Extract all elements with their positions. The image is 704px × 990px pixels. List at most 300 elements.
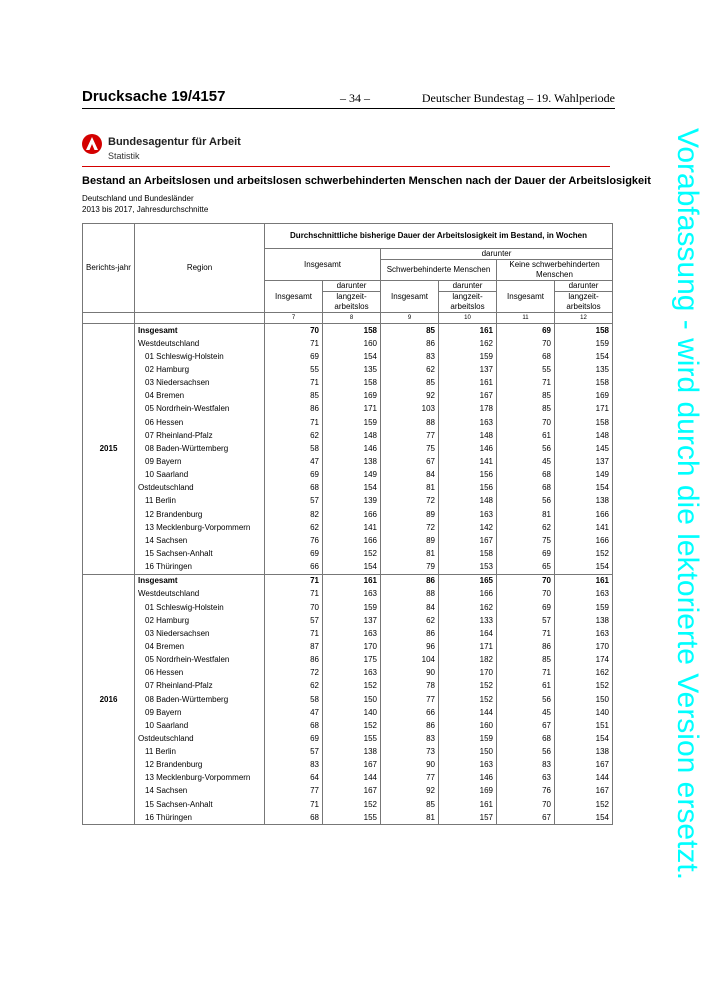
value-cell: 86 — [497, 640, 555, 653]
region-cell: 11 Berlin — [135, 746, 265, 759]
value-cell: 140 — [323, 706, 381, 719]
value-cell: 160 — [439, 719, 497, 732]
value-cell: 83 — [265, 759, 323, 772]
value-cell: 67 — [497, 719, 555, 732]
table-row — [83, 521, 613, 534]
region-cell: 04 Bremen — [135, 390, 265, 403]
table-body — [83, 324, 613, 825]
table-row — [83, 350, 613, 363]
region-cell: 10 Saarland — [135, 469, 265, 482]
table-row — [83, 482, 613, 495]
value-cell: 62 — [265, 521, 323, 534]
value-cell: 155 — [323, 732, 381, 745]
value-cell: 77 — [381, 772, 439, 785]
value-cell: 166 — [323, 508, 381, 521]
value-cell: 161 — [439, 324, 497, 338]
value-cell: 86 — [265, 403, 323, 416]
value-cell: 75 — [497, 534, 555, 547]
table-row — [83, 588, 613, 601]
value-cell: 56 — [497, 442, 555, 455]
region-cell: 12 Brandenburg — [135, 759, 265, 772]
table-row — [83, 759, 613, 772]
value-cell: 167 — [555, 785, 613, 798]
ba-logo-icon — [82, 134, 102, 154]
region-cell: 09 Bayern — [135, 455, 265, 468]
value-cell: 159 — [555, 601, 613, 614]
value-cell: 70 — [265, 324, 323, 338]
table-row — [83, 455, 613, 468]
value-cell: 148 — [323, 429, 381, 442]
value-cell: 76 — [497, 785, 555, 798]
value-cell: 166 — [555, 508, 613, 521]
value-cell: 85 — [497, 390, 555, 403]
region-cell: 02 Hamburg — [135, 614, 265, 627]
value-cell: 154 — [555, 732, 613, 745]
value-cell: 166 — [555, 534, 613, 547]
org-sub: Statistik — [108, 151, 140, 161]
value-cell: 45 — [497, 706, 555, 719]
value-cell: 159 — [323, 416, 381, 429]
value-cell: 149 — [323, 469, 381, 482]
value-cell: 83 — [497, 759, 555, 772]
value-cell: 135 — [323, 363, 381, 376]
value-cell: 71 — [497, 627, 555, 640]
value-cell: 57 — [497, 614, 555, 627]
value-cell: 138 — [555, 614, 613, 627]
value-cell: 68 — [265, 482, 323, 495]
value-cell: 72 — [381, 521, 439, 534]
region-cell: 16 Thüringen — [135, 811, 265, 825]
value-cell: 71 — [265, 574, 323, 588]
value-cell: 67 — [381, 455, 439, 468]
value-cell: 84 — [381, 601, 439, 614]
value-cell: 81 — [381, 547, 439, 560]
value-cell: 133 — [439, 614, 497, 627]
value-cell: 88 — [381, 416, 439, 429]
value-cell: 77 — [381, 429, 439, 442]
table-row — [83, 640, 613, 653]
year-cell: 2016 — [83, 574, 135, 825]
data-table — [82, 223, 613, 825]
region-cell: 16 Thüringen — [135, 561, 265, 575]
value-cell: 165 — [439, 574, 497, 588]
value-cell: 81 — [381, 811, 439, 825]
value-cell: 141 — [555, 521, 613, 534]
value-cell: 68 — [497, 732, 555, 745]
value-cell: 152 — [439, 693, 497, 706]
table-row — [83, 324, 613, 338]
value-cell: 55 — [497, 363, 555, 376]
value-cell: 163 — [439, 759, 497, 772]
value-cell: 159 — [439, 732, 497, 745]
value-cell: 140 — [555, 706, 613, 719]
value-cell: 71 — [265, 337, 323, 350]
value-cell: 169 — [555, 390, 613, 403]
value-cell: 171 — [439, 640, 497, 653]
value-cell: 158 — [323, 377, 381, 390]
value-cell: 70 — [497, 588, 555, 601]
value-cell: 86 — [381, 627, 439, 640]
value-cell: 86 — [265, 654, 323, 667]
value-cell: 158 — [439, 547, 497, 560]
value-cell: 154 — [555, 350, 613, 363]
value-cell: 152 — [555, 680, 613, 693]
value-cell: 71 — [497, 377, 555, 390]
value-cell: 72 — [381, 495, 439, 508]
region-cell: 02 Hamburg — [135, 363, 265, 376]
value-cell: 152 — [323, 798, 381, 811]
value-cell: 92 — [381, 785, 439, 798]
region-cell: Westdeutschland — [135, 337, 265, 350]
header-sub-darunter: darunter — [323, 281, 381, 292]
value-cell: 182 — [439, 654, 497, 667]
table-row — [83, 390, 613, 403]
value-cell: 70 — [497, 574, 555, 588]
value-cell: 167 — [323, 785, 381, 798]
value-cell: 153 — [439, 561, 497, 575]
value-cell: 69 — [497, 324, 555, 338]
subtitle-period: 2013 bis 2017, Jahresdurchschnitte — [82, 205, 209, 214]
region-cell: 12 Brandenburg — [135, 508, 265, 521]
value-cell: 167 — [555, 759, 613, 772]
watermark: Vorabfassung - wird durch die lektorierte Version ersetzt. — [671, 128, 704, 881]
table-row — [83, 614, 613, 627]
value-cell: 161 — [439, 798, 497, 811]
value-cell: 71 — [265, 798, 323, 811]
header-region: Region — [135, 224, 265, 313]
colnum: 9 — [381, 313, 439, 324]
value-cell: 154 — [323, 350, 381, 363]
value-cell: 138 — [555, 495, 613, 508]
region-cell: 01 Schleswig-Holstein — [135, 350, 265, 363]
region-cell: 14 Sachsen — [135, 534, 265, 547]
value-cell: 69 — [265, 547, 323, 560]
value-cell: 45 — [497, 455, 555, 468]
value-cell: 162 — [439, 337, 497, 350]
value-cell: 61 — [497, 429, 555, 442]
subtitle-region: Deutschland und Bundesländer — [82, 194, 194, 203]
value-cell: 159 — [323, 601, 381, 614]
region-cell: 11 Berlin — [135, 495, 265, 508]
value-cell: 178 — [439, 403, 497, 416]
value-cell: 144 — [555, 772, 613, 785]
header-sub-insgesamt: Insgesamt — [497, 281, 555, 313]
value-cell: 68 — [265, 811, 323, 825]
value-cell: 83 — [381, 732, 439, 745]
value-cell: 144 — [323, 772, 381, 785]
value-cell: 163 — [439, 508, 497, 521]
value-cell: 47 — [265, 455, 323, 468]
table-row — [83, 495, 613, 508]
value-cell: 70 — [497, 416, 555, 429]
value-cell: 174 — [555, 654, 613, 667]
table-row — [83, 574, 613, 588]
value-cell: 154 — [555, 482, 613, 495]
value-cell: 152 — [555, 547, 613, 560]
table-row — [83, 811, 613, 825]
value-cell: 137 — [555, 455, 613, 468]
value-cell: 71 — [265, 377, 323, 390]
value-cell: 152 — [555, 798, 613, 811]
value-cell: 66 — [265, 561, 323, 575]
table-row — [83, 429, 613, 442]
table-row — [83, 798, 613, 811]
value-cell: 89 — [381, 508, 439, 521]
region-cell: 08 Baden-Württemberg — [135, 442, 265, 455]
value-cell: 58 — [265, 442, 323, 455]
header-sub-insgesamt: Insgesamt — [381, 281, 439, 313]
region-cell: 13 Mecklenburg-Vorpommern — [135, 521, 265, 534]
value-cell: 149 — [555, 469, 613, 482]
table-row — [83, 719, 613, 732]
value-cell: 139 — [323, 495, 381, 508]
region-cell: 01 Schleswig-Holstein — [135, 601, 265, 614]
table-row — [83, 732, 613, 745]
value-cell: 64 — [265, 772, 323, 785]
value-cell: 69 — [265, 350, 323, 363]
value-cell: 163 — [323, 667, 381, 680]
value-cell: 68 — [497, 350, 555, 363]
value-cell: 88 — [381, 588, 439, 601]
table-row — [83, 706, 613, 719]
region-cell: 03 Niedersachsen — [135, 627, 265, 640]
region-cell: 03 Niedersachsen — [135, 377, 265, 390]
value-cell: 148 — [555, 429, 613, 442]
value-cell: 72 — [265, 667, 323, 680]
value-cell: 159 — [555, 337, 613, 350]
value-cell: 89 — [381, 534, 439, 547]
colnum-empty — [135, 313, 265, 324]
value-cell: 85 — [497, 654, 555, 667]
value-cell: 86 — [381, 574, 439, 588]
value-cell: 90 — [381, 759, 439, 772]
value-cell: 71 — [265, 416, 323, 429]
value-cell: 161 — [555, 574, 613, 588]
value-cell: 103 — [381, 403, 439, 416]
region-cell: 05 Nordrhein-Westfalen — [135, 654, 265, 667]
value-cell: 137 — [439, 363, 497, 376]
table-row — [83, 377, 613, 390]
value-cell: 141 — [439, 455, 497, 468]
value-cell: 137 — [323, 614, 381, 627]
value-cell: 70 — [265, 601, 323, 614]
value-cell: 70 — [497, 798, 555, 811]
value-cell: 158 — [555, 377, 613, 390]
colnum: 11 — [497, 313, 555, 324]
value-cell: 85 — [381, 798, 439, 811]
region-cell: 04 Bremen — [135, 640, 265, 653]
value-cell: 71 — [265, 588, 323, 601]
value-cell: 162 — [555, 667, 613, 680]
value-cell: 158 — [555, 324, 613, 338]
value-cell: 86 — [381, 337, 439, 350]
value-cell: 145 — [555, 442, 613, 455]
value-cell: 61 — [497, 680, 555, 693]
value-cell: 65 — [497, 561, 555, 575]
page-number: – 34 – — [340, 91, 370, 105]
value-cell: 163 — [439, 416, 497, 429]
value-cell: 175 — [323, 654, 381, 667]
value-cell: 56 — [497, 746, 555, 759]
value-cell: 142 — [439, 521, 497, 534]
value-cell: 96 — [381, 640, 439, 653]
value-cell: 81 — [497, 508, 555, 521]
value-cell: 154 — [323, 561, 381, 575]
value-cell: 68 — [497, 469, 555, 482]
region-cell: Insgesamt — [135, 324, 265, 338]
value-cell: 159 — [439, 350, 497, 363]
value-cell: 68 — [265, 719, 323, 732]
value-cell: 161 — [439, 377, 497, 390]
table-row — [83, 416, 613, 429]
region-cell: 07 Rheinland-Pfalz — [135, 680, 265, 693]
region-cell: Insgesamt — [135, 574, 265, 588]
value-cell: 163 — [323, 588, 381, 601]
value-cell: 86 — [381, 719, 439, 732]
value-cell: 152 — [439, 680, 497, 693]
value-cell: 171 — [555, 403, 613, 416]
value-cell: 146 — [439, 772, 497, 785]
value-cell: 63 — [497, 772, 555, 785]
value-cell: 166 — [439, 588, 497, 601]
value-cell: 62 — [381, 614, 439, 627]
value-cell: 70 — [497, 337, 555, 350]
table-row — [83, 403, 613, 416]
value-cell: 154 — [323, 482, 381, 495]
region-cell: 09 Bayern — [135, 706, 265, 719]
value-cell: 155 — [323, 811, 381, 825]
value-cell: 78 — [381, 680, 439, 693]
value-cell: 92 — [381, 390, 439, 403]
value-cell: 69 — [497, 601, 555, 614]
table-row — [83, 627, 613, 640]
table-row — [83, 337, 613, 350]
value-cell: 77 — [265, 785, 323, 798]
table-row — [83, 680, 613, 693]
table-row — [83, 667, 613, 680]
value-cell: 56 — [497, 495, 555, 508]
header-main: Durchschnittliche bisherige Dauer der Arbeitslosigkeit im Bestand, in Wochen — [265, 224, 613, 249]
header-insgesamt: Insgesamt — [265, 249, 381, 281]
value-cell: 169 — [439, 785, 497, 798]
header-year: Berichts-jahr — [83, 224, 135, 313]
value-cell: 167 — [439, 390, 497, 403]
value-cell: 162 — [439, 601, 497, 614]
value-cell: 148 — [439, 495, 497, 508]
value-cell: 47 — [265, 706, 323, 719]
value-cell: 158 — [555, 416, 613, 429]
value-cell: 167 — [439, 534, 497, 547]
value-cell: 62 — [265, 680, 323, 693]
value-cell: 73 — [381, 746, 439, 759]
value-cell: 62 — [265, 429, 323, 442]
drucksache-prefix: Drucksache 19/ — [82, 88, 193, 105]
value-cell: 163 — [323, 627, 381, 640]
value-cell: 146 — [323, 442, 381, 455]
region-cell: 15 Sachsen-Anhalt — [135, 547, 265, 560]
drucksache-number: 4157 — [192, 88, 226, 105]
value-cell: 55 — [265, 363, 323, 376]
table-row — [83, 693, 613, 706]
value-cell: 85 — [381, 324, 439, 338]
header-sub-langzeit: langzeit-arbeitslos — [555, 292, 613, 313]
value-cell: 85 — [497, 403, 555, 416]
value-cell: 67 — [497, 811, 555, 825]
table-row — [83, 508, 613, 521]
value-cell: 85 — [381, 377, 439, 390]
value-cell: 146 — [439, 442, 497, 455]
table-row — [83, 561, 613, 575]
value-cell: 83 — [381, 350, 439, 363]
value-cell: 152 — [323, 680, 381, 693]
value-cell: 150 — [555, 693, 613, 706]
header-right: Deutscher Bundestag – 19. Wahlperiode — [421, 91, 615, 105]
value-cell: 152 — [323, 547, 381, 560]
value-cell: 156 — [439, 482, 497, 495]
region-cell: 06 Hessen — [135, 416, 265, 429]
page-header — [82, 88, 615, 109]
region-cell: 13 Mecklenburg-Vorpommern — [135, 772, 265, 785]
value-cell: 170 — [323, 640, 381, 653]
year-cell: 2015 — [83, 324, 135, 575]
value-cell: 135 — [555, 363, 613, 376]
header-sub-langzeit: langzeit-arbeitslos — [323, 292, 381, 313]
value-cell: 154 — [555, 561, 613, 575]
value-cell: 158 — [323, 324, 381, 338]
region-cell: Westdeutschland — [135, 588, 265, 601]
value-cell: 62 — [497, 521, 555, 534]
value-cell: 71 — [497, 667, 555, 680]
value-cell: 69 — [497, 547, 555, 560]
header-sub-langzeit: langzeit-arbeitslos — [439, 292, 497, 313]
org-name: Bundesagentur für Arbeit — [108, 136, 241, 148]
header-schwerbehindert: Schwerbehinderte Menschen — [381, 260, 497, 281]
divider — [82, 166, 610, 167]
value-cell: 68 — [497, 482, 555, 495]
colnum: 7 — [265, 313, 323, 324]
value-cell: 85 — [265, 390, 323, 403]
value-cell: 75 — [381, 442, 439, 455]
value-cell: 144 — [439, 706, 497, 719]
region-cell: 10 Saarland — [135, 719, 265, 732]
value-cell: 104 — [381, 654, 439, 667]
value-cell: 166 — [323, 534, 381, 547]
colnum: 8 — [323, 313, 381, 324]
value-cell: 163 — [555, 627, 613, 640]
value-cell: 87 — [265, 640, 323, 653]
table-row — [83, 534, 613, 547]
value-cell: 170 — [555, 640, 613, 653]
value-cell: 138 — [323, 455, 381, 468]
value-cell: 141 — [323, 521, 381, 534]
table-row — [83, 469, 613, 482]
region-cell: 06 Hessen — [135, 667, 265, 680]
drucksache-label — [82, 88, 225, 105]
value-cell: 154 — [555, 811, 613, 825]
value-cell: 169 — [323, 390, 381, 403]
region-cell: Ostdeutschland — [135, 482, 265, 495]
value-cell: 69 — [265, 469, 323, 482]
header-keine-schwerbehindert: Keine schwerbehinderten Menschen — [497, 260, 613, 281]
header-sub-darunter: darunter — [439, 281, 497, 292]
value-cell: 58 — [265, 693, 323, 706]
colnum: 10 — [439, 313, 497, 324]
value-cell: 57 — [265, 746, 323, 759]
value-cell: 66 — [381, 706, 439, 719]
value-cell: 163 — [555, 588, 613, 601]
region-cell: 05 Nordrhein-Westfalen — [135, 403, 265, 416]
table-row — [83, 772, 613, 785]
